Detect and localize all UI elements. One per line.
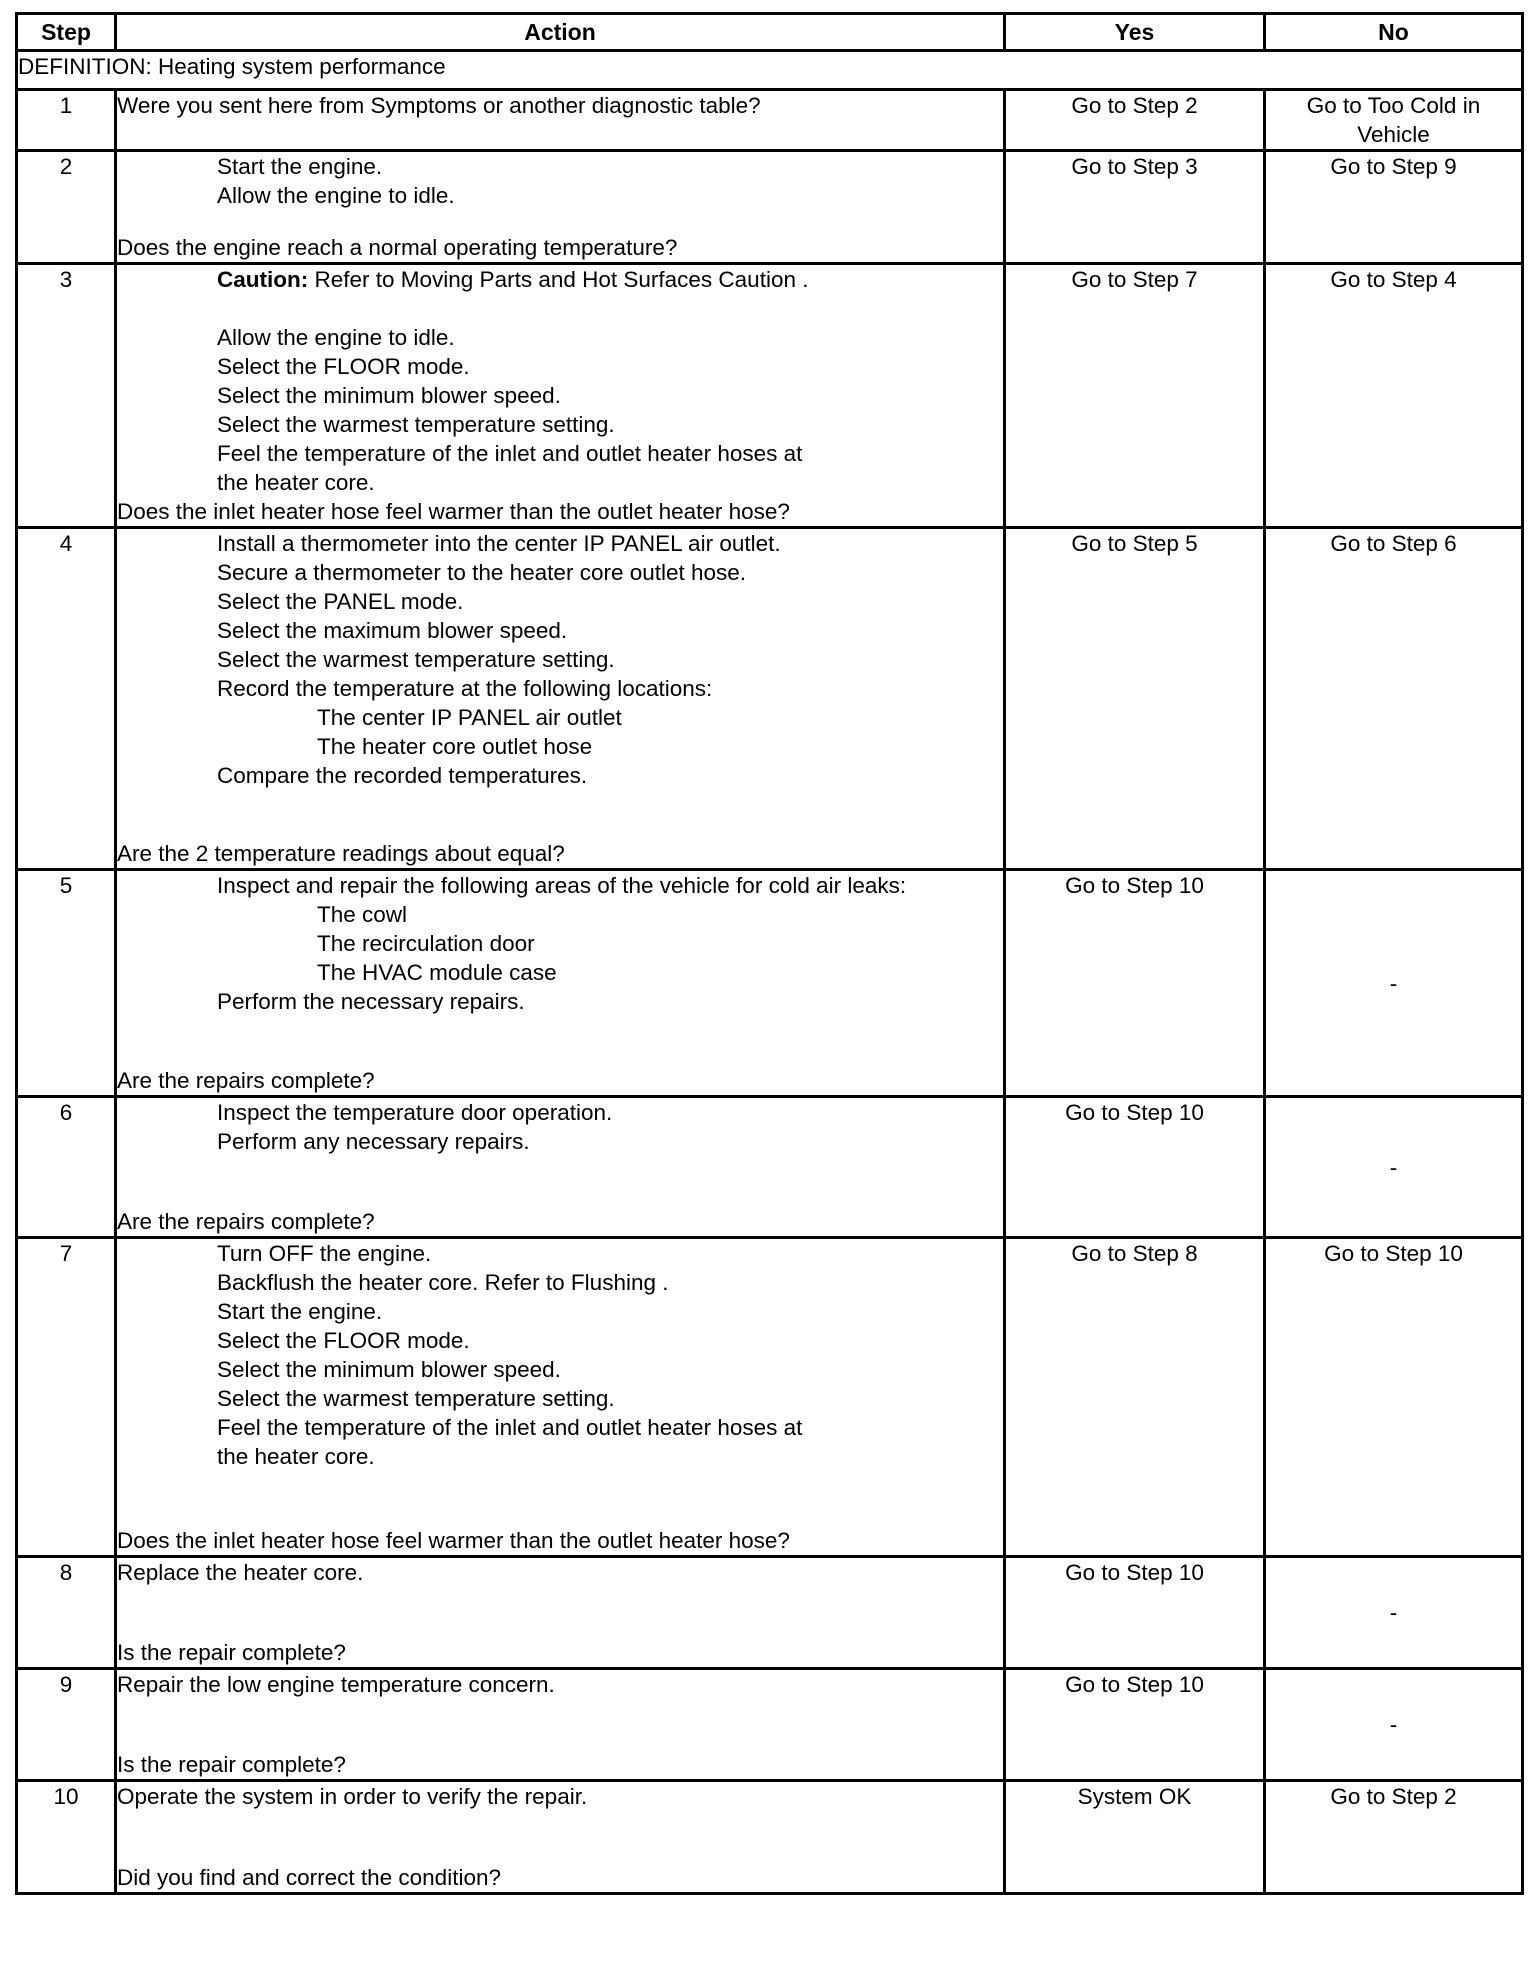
action-cell	[116, 1781, 1005, 1894]
table-row	[17, 1557, 1523, 1669]
header-step: Step	[17, 14, 116, 51]
action-line: Select the maximum blower speed.	[217, 618, 568, 643]
action-cell	[116, 870, 1005, 1097]
action-subline: The center IP PANEL air outlet	[317, 705, 622, 730]
yes-cell	[1005, 1557, 1265, 1669]
yes-cell	[1005, 1097, 1265, 1238]
yes-answer: Go to Step 3	[1071, 154, 1198, 179]
yes-cell	[1005, 1669, 1265, 1781]
no-cell	[1265, 870, 1523, 1097]
no-cell	[1265, 1781, 1523, 1894]
header-yes: Yes	[1005, 14, 1265, 51]
table-row	[17, 1097, 1523, 1238]
table-row	[17, 1669, 1523, 1781]
no-cell	[1265, 1238, 1523, 1557]
definition-text: DEFINITION: Heating system performance	[17, 51, 1523, 90]
action-line: Select the minimum blower speed.	[217, 1357, 561, 1382]
step-question: Is the repair complete?	[117, 1752, 346, 1777]
yes-answer: Go to Step 2	[1071, 93, 1198, 118]
action-line: Select the PANEL mode.	[217, 589, 464, 614]
action-line: Turn OFF the engine.	[217, 1241, 432, 1266]
action-line: Select the FLOOR mode.	[217, 354, 470, 379]
yes-cell	[1005, 264, 1265, 528]
header-action: Action	[116, 14, 1005, 51]
table-row	[17, 528, 1523, 870]
table-row	[17, 1238, 1523, 1557]
action-line: Operate the system in order to verify the repair.	[117, 1784, 588, 1809]
step-number: 7	[17, 1238, 116, 1557]
table-row	[17, 151, 1523, 264]
action-line: Install a thermometer into the center IP PANEL air outlet.	[217, 531, 781, 556]
step-number: 5	[17, 870, 116, 1097]
no-answer: -	[1389, 1154, 1398, 1180]
action-line: Start the engine.	[217, 1299, 383, 1324]
yes-answer: Go to Step 10	[1065, 1560, 1204, 1585]
no-cell	[1265, 90, 1523, 151]
yes-answer: Go to Step 10	[1065, 1100, 1204, 1125]
action-subline: The heater core outlet hose	[317, 734, 593, 759]
action-cell	[116, 1557, 1005, 1669]
action-line: Inspect the temperature door operation.	[217, 1100, 613, 1125]
yes-cell	[1005, 1238, 1265, 1557]
table-row	[17, 264, 1523, 528]
action-line: Inspect and repair the following areas of the vehicle for cold air leaks:	[217, 873, 907, 898]
action-line: Record the temperature at the following locations:	[217, 676, 713, 701]
step-question: Does the engine reach a normal operating temperature?	[117, 235, 678, 260]
no-answer: -	[1389, 1712, 1398, 1737]
yes-answer: Go to Step 7	[1071, 267, 1198, 292]
action-cell	[116, 1669, 1005, 1781]
action-line: Select the warmest temperature setting.	[217, 647, 615, 672]
action-cell	[116, 151, 1005, 264]
yes-answer: Go to Step 8	[1071, 1241, 1198, 1266]
step-number: 1	[17, 90, 116, 151]
no-answer: Go to Step 2	[1330, 1784, 1457, 1809]
caution-label: Caution:	[217, 267, 309, 292]
step-question: Are the 2 temperature readings about equal?	[117, 841, 565, 866]
no-answer: Go to Step 10	[1324, 1241, 1463, 1266]
yes-cell	[1005, 90, 1265, 151]
action-line: Select the FLOOR mode.	[217, 1328, 470, 1353]
no-answer: Go to Step 9	[1330, 154, 1457, 179]
no-answer: -	[1389, 970, 1398, 996]
action-line: Replace the heater core.	[117, 1560, 364, 1585]
action-line: Secure a thermometer to the heater core outlet hose.	[217, 560, 747, 585]
no-cell	[1265, 151, 1523, 264]
action-line: Feel the temperature of the inlet and outlet heater hoses at the heater core.	[217, 441, 803, 495]
step-question: Were you sent here from Symptoms or another diagnostic table?	[117, 93, 761, 118]
action-line: Select the minimum blower speed.	[217, 383, 561, 408]
action-cell	[116, 1238, 1005, 1557]
action-line: Select the warmest temperature setting.	[217, 1386, 615, 1411]
action-line: Start the engine.	[217, 154, 383, 179]
yes-cell	[1005, 1781, 1265, 1894]
no-answer: -	[1389, 1600, 1398, 1625]
action-line: Compare the recorded temperatures.	[217, 763, 588, 788]
no-cell	[1265, 1097, 1523, 1238]
action-line: Backflush the heater core. Refer to Flushing .	[217, 1270, 669, 1295]
step-number: 8	[17, 1557, 116, 1669]
no-answer: Go to Too Cold in Vehicle	[1306, 93, 1481, 147]
step-question: Are the repairs complete?	[117, 1068, 375, 1093]
action-line: Perform the necessary repairs.	[217, 989, 525, 1014]
action-cell	[116, 264, 1005, 528]
step-number: 9	[17, 1669, 116, 1781]
action-subline: The recirculation door	[317, 931, 535, 956]
action-line: Perform any necessary repairs.	[217, 1129, 530, 1154]
table-row	[17, 870, 1523, 1097]
step-number: 6	[17, 1097, 116, 1238]
action-subline: The HVAC module case	[317, 960, 557, 985]
table-row	[17, 1781, 1523, 1894]
no-cell	[1265, 264, 1523, 528]
action-line: Repair the low engine temperature concern.	[117, 1672, 555, 1697]
no-answer: Go to Step 6	[1330, 531, 1457, 556]
definition-row	[17, 51, 1523, 90]
action-line: Feel the temperature of the inlet and outlet heater hoses at the heater core.	[217, 1415, 803, 1469]
yes-cell	[1005, 528, 1265, 870]
action-line: Allow the engine to idle.	[217, 325, 455, 350]
step-number: 4	[17, 528, 116, 870]
yes-answer: Go to Step 10	[1065, 873, 1204, 898]
step-question: Are the repairs complete?	[117, 1209, 375, 1234]
step-number: 2	[17, 151, 116, 264]
diagnostic-table	[15, 12, 1524, 1895]
header-row	[17, 14, 1523, 51]
action-cell	[116, 528, 1005, 870]
step-question: Does the inlet heater hose feel warmer than the outlet heater hose?	[117, 499, 790, 524]
table-row	[17, 90, 1523, 151]
yes-answer: System OK	[1077, 1784, 1192, 1809]
step-question: Does the inlet heater hose feel warmer than the outlet heater hose?	[117, 1528, 790, 1553]
yes-cell	[1005, 870, 1265, 1097]
step-number: 3	[17, 264, 116, 528]
step-question: Did you find and correct the condition?	[117, 1865, 501, 1890]
action-cell	[116, 90, 1005, 151]
yes-cell	[1005, 151, 1265, 264]
no-cell	[1265, 1669, 1523, 1781]
caution-text: Refer to Moving Parts and Hot Surfaces Caution .	[308, 267, 809, 292]
no-cell	[1265, 1557, 1523, 1669]
action-cell	[116, 1097, 1005, 1238]
no-answer: Go to Step 4	[1330, 267, 1457, 292]
action-line: Allow the engine to idle.	[217, 183, 455, 208]
yes-answer: Go to Step 5	[1071, 531, 1198, 556]
action-line: Select the warmest temperature setting.	[217, 412, 615, 437]
yes-answer: Go to Step 10	[1065, 1672, 1204, 1697]
header-no: No	[1265, 14, 1523, 51]
step-number: 10	[17, 1781, 116, 1894]
step-question: Is the repair complete?	[117, 1640, 346, 1665]
action-subline: The cowl	[317, 902, 408, 927]
caution-line	[117, 265, 1003, 294]
no-cell	[1265, 528, 1523, 870]
